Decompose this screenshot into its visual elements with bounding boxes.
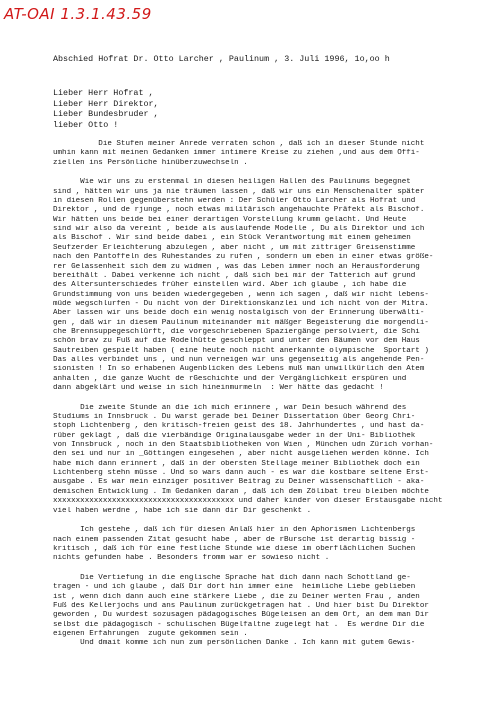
text-line: Sautreiben gespielt haben ( eine heute noch nicht anerkannte olympische Sportart ) bbox=[53, 346, 429, 355]
text-line: umhin kann mit meinen Gedanken immer intimere Kreise zu ziehen ,und aus dem Offi- bbox=[53, 149, 420, 158]
text-line: Wir hätten uns beide bei einer derartigen Vorstellung krumm gelacht. Und Heute bbox=[53, 215, 407, 224]
text-line: rüber geklagt , daß die vierbändige Originalausgabe weder in der Uni- Bibliothek bbox=[53, 431, 416, 440]
salutation-line: Lieber Herr Direktor, bbox=[53, 98, 159, 109]
text-line: Lichtenberg stehn müsse . Und so wars dann auch - es war die kostbare seltene Erst- bbox=[53, 469, 429, 478]
text-line: geworden , Du wurdest sozusagen pädagogisches Bügeleisen an dem Ort, an dem man Dir bbox=[53, 611, 429, 620]
text-line: Aber lassen wir uns beide doch ein wenig nostalgisch von der Erinnerung überwälti- bbox=[53, 309, 425, 318]
text-line: Die Stufen meiner Anrede verraten schon , daß ich in dieser Stunde nicht bbox=[53, 140, 425, 148]
document-title: Abschied Hofrat Dr. Otto Larcher , Paulinum , 3. Juli 1996, 1o,oo h bbox=[53, 54, 390, 64]
text-line: anhalten , die ganze Wucht de rGeschichte und der Vergänglichkeit erspüren und bbox=[53, 374, 407, 383]
text-line: Das alles verbindet uns , und nun verneigen wir uns gegenseitig als angehende Pen- bbox=[53, 355, 425, 364]
text-line: demischen Entwicklung . Im Gedanken daran , daß ich dem Zölibat treu bleiben möchte bbox=[53, 487, 429, 496]
text-line: Die Vertiefung in die englische Sprache hat dich dann nach Schottland ge- bbox=[53, 574, 411, 582]
text-line: selbst die pädagogisch - schulischen Bügelfaltne zugelegt hat . Es werdne Dir die bbox=[53, 620, 425, 629]
text-line: eigenen Erfahrungen zugute gekommen sein . bbox=[53, 630, 248, 639]
text-line: sionisten ! In so erhabenen Augenblicken des Lebens muß man unwillkürlich den Atem bbox=[53, 365, 425, 374]
text-line: bereithält . Dabei verkenne ich nicht , daß sich bei mir der Tatterich auf grund bbox=[53, 271, 416, 280]
salutation-line: Lieber Bundesbruder , bbox=[53, 109, 159, 120]
text-line: nach einem passenden Zitat gesucht habe , aber de rBursche ist derartig bissig - bbox=[53, 535, 416, 544]
text-line: Ich gestehe , daß ich für diesen Anlaß hier in den Aphorismen Lichtenbergs bbox=[53, 526, 416, 535]
text-line: nach den Pantoffeln des Ruhestandes zu rufen , sondern um eben in einer etwas größe- bbox=[53, 253, 434, 262]
text-line: den sei und nur in _Göttingen eingesehen , aber nicht ausgeliehen werden könne. Ich bbox=[53, 450, 429, 459]
text-line: ziellen ins Persönliche hinüberzuwechseln . bbox=[53, 158, 248, 167]
text-line: kritisch , daß ich für eine festliche Stunde wie diese im oberflächlichen Suchen bbox=[53, 544, 416, 553]
paragraph bbox=[53, 178, 501, 393]
text-line: schön brav zu Fuß auf die Rodelhütte geschleppt und unter den Bäumen vor dem Haus bbox=[53, 337, 420, 346]
text-line: habe mich dann erinnert , daß in der obersten Stellage meiner Bibliothek doch ein bbox=[53, 459, 420, 468]
paragraph bbox=[53, 574, 501, 649]
text-line: Seufzerder Erleichterung abzulegen , aber nicht , um mit zittriger Greisenstimme bbox=[53, 243, 416, 252]
salutation-line: lieber Otto ! bbox=[53, 119, 119, 130]
text-line: Und dmait komme ich nun zum persönlichen Danke . Ich kann mit gutem Gewis- bbox=[53, 639, 416, 648]
text-line: ausgabe . Es war mein einziger positiver Beitrag zu Deiner wissenschaftlich - aka- bbox=[53, 478, 425, 487]
letter-body bbox=[53, 140, 501, 659]
text-line: sind wir also da vereint , beide als auslaufende Modelle , Du als Direktor und ich bbox=[53, 225, 425, 234]
text-line: xxxxxxxxxxxxxxxxxxxxxxxxxxxxxxxxxxxxxxxx und daher kinder von dieser Erstausgabe nicht bbox=[53, 497, 443, 506]
text-line: Studiums in Innsbruck . Du warst gerade bei Deiner Dissertation über Georg Chri- bbox=[53, 413, 416, 422]
paragraph bbox=[53, 140, 501, 168]
text-line: stoph Lichtenberg , den kritisch-freien geist des 18. Jahrhundertes , und hast da- bbox=[53, 422, 425, 431]
text-line: Direktor , und de rjunge , noch etwas militärisch angehauchte Präfekt als Bischof. bbox=[53, 206, 425, 215]
archive-stamp: AT-OAI 1.3.1.43.59 bbox=[4, 5, 152, 23]
text-line: dann abgeklärt und weise in sich hineinmurmeln : Wer hätte das gedacht ! bbox=[53, 383, 384, 392]
text-line: als Bischof . Wir sind beide dabei , ein Stück Verantwortung mit einem geheimen bbox=[53, 234, 411, 243]
text-line: Wie wir uns zu erstenmal in diesen heiligen Hallen des Paulinums begegnet bbox=[53, 178, 411, 187]
text-line: von Innsbruck , noch in den Staatsbibliotheken von Wien , München udn Zürich vorhan- bbox=[53, 441, 434, 450]
text-line: des Altersunterschiedes früher einstellen wird. Aber ich glaube , ich habe die bbox=[53, 281, 407, 290]
text-line: nichts gefunden habe . Besonders fromm war er sowieso nicht . bbox=[53, 554, 330, 563]
text-line: sind , hätten wir uns ja nie träumen lassen , daß wir uns ein Menschenalter später bbox=[53, 187, 425, 196]
salutation-line: Lieber Herr Hofrat , bbox=[53, 88, 154, 98]
text-line: Fuß des Kellerjochs und ans Paulinum zurückgetragen hat . Und hier bist Du Direktor bbox=[53, 602, 429, 611]
text-line: in diesen Rollen gegenüberstehn werden : Der Schüler Otto Larcher als Hofrat und bbox=[53, 197, 416, 206]
text-line: Grundstimmung von uns beiden wiedergegeben , wenn ich sagen , daß wir nicht lebens- bbox=[53, 290, 429, 299]
text-line: Die zweite Stunde an die ich mich erinnere , war Dein besuch während des bbox=[53, 403, 407, 412]
text-line: tragen - und ich glaube , daß Dir dort hin immer eine heimliche Liebe geblieben bbox=[53, 583, 416, 592]
text-line: gen , daß wir in diesem Paulinum miteinander mit mäßger Begeisterung die morgendli- bbox=[53, 318, 429, 327]
text-line: rer Gelassenheit sich dem zu widmen , was das Leben immer noch an Herausforderung bbox=[53, 262, 420, 271]
paragraph bbox=[53, 404, 501, 516]
text-line: ist , wenn dich dann auch eine stärkere Liebe , die zu Deiner werten Frau , anden bbox=[53, 592, 420, 601]
text-line: viel haben werdne , habe ich sie dann dir Dir geschenkt . bbox=[53, 506, 312, 515]
text-line: müde wegschlurfen - Du nicht von der Direktionskanzlei und ich nicht von der Mitra. bbox=[53, 299, 429, 308]
salutation-block bbox=[53, 88, 159, 130]
paragraph bbox=[53, 526, 501, 563]
text-line: che Brennsuppegeschlürft, die vorgeschriebenen Spaziergänge persolviert, die Schi bbox=[53, 327, 420, 336]
